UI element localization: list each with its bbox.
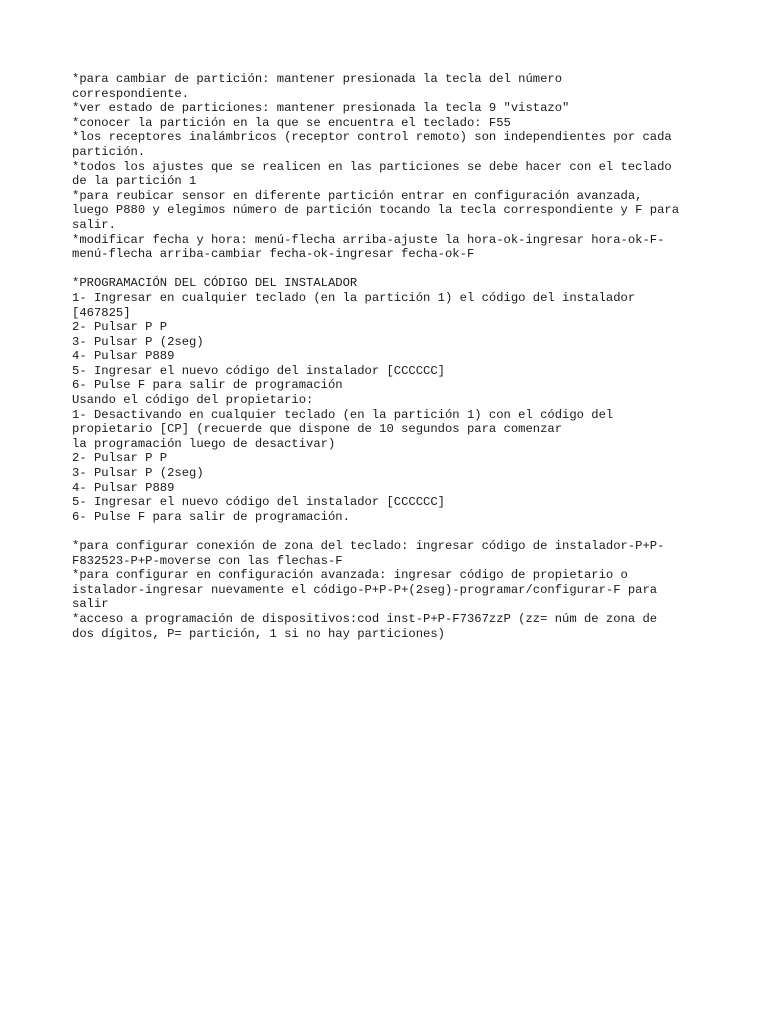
text-line: *todos los ajustes que se realicen en las particiones se debe hacer con el teclado xyxy=(72,159,672,174)
text-line: *para cambiar de partición: mantener presionada la tecla del número xyxy=(72,72,563,86)
text-line: dos dígitos, P= partición, 1 si no hay particiones) xyxy=(72,626,445,641)
text-line: *para configurar conexión de zona del teclado: ingresar código de instalador-P+P- xyxy=(72,539,665,553)
section-heading: *PROGRAMACIÓN DEL CÓDIGO DEL INSTALADOR xyxy=(72,276,358,291)
text-line: 3- Pulsar P (2seg) xyxy=(72,334,204,349)
text-line: *los receptores inalámbricos (receptor control remoto) son independientes por cada xyxy=(72,130,672,145)
blank-line xyxy=(72,524,702,539)
text-line: *acceso a programación de dispositivos:cod inst-P+P-F7367zzP (zz= núm de zona de xyxy=(72,611,658,626)
text-line: [467825] xyxy=(72,305,131,320)
text-line: salir. xyxy=(72,217,116,232)
text-line: 5- Ingresar el nuevo código del instalador [CCCCCC] xyxy=(72,495,445,510)
text-line: 6- Pulse F para salir de programación xyxy=(72,378,343,393)
text-line: 1- Desactivando en cualquier teclado (en la partición 1) con el código del xyxy=(72,407,614,422)
text-line: *modificar fecha y hora: menú-flecha arriba-ajuste la hora-ok-ingresar hora-ok-F- xyxy=(72,232,665,247)
text-line: istalador-ingresar nuevamente el código-P+P-P+(2seg)-programar/configurar-F para xyxy=(72,582,658,597)
text-line: *para configurar en configuración avanzada: ingresar código de propietario o xyxy=(72,568,628,583)
text-line: *para reubicar sensor en diferente partición entrar en configuración avanzada, xyxy=(72,188,643,203)
text-line: salir xyxy=(72,597,109,612)
text-line: la programación luego de desactivar) xyxy=(72,436,336,451)
text-line: luego P880 y elegimos número de partición tocando la tecla correspondiente y F para xyxy=(72,203,680,218)
text-line: 5- Ingresar el nuevo código del instalador [CCCCCC] xyxy=(72,363,445,378)
text-line: F832523-P+P-moverse con las flechas-F xyxy=(72,553,343,568)
text-line: *ver estado de particiones: mantener presionada la tecla 9 "vistazo" xyxy=(72,101,570,116)
text-line: *conocer la partición en la que se encuentra el teclado: F55 xyxy=(72,115,511,130)
text-line: 4- Pulsar P889 xyxy=(72,349,175,364)
text-line: 3- Pulsar P (2seg) xyxy=(72,466,204,481)
text-line: 2- Pulsar P P xyxy=(72,320,168,335)
text-line: propietario [CP] (recuerde que dispone de 10 segundos para comenzar xyxy=(72,422,563,437)
text-line: 2- Pulsar P P xyxy=(72,451,168,466)
text-line: correspondiente. xyxy=(72,86,190,101)
text-line: Usando el código del propietario: xyxy=(72,393,314,408)
text-line: partición. xyxy=(72,144,146,159)
text-line: 6- Pulse F para salir de programación. xyxy=(72,509,350,524)
document-text xyxy=(72,72,702,641)
text-line: 4- Pulsar P889 xyxy=(72,480,175,495)
blank-line xyxy=(72,262,702,277)
text-line: de la partición 1 xyxy=(72,174,197,189)
text-line: 1- Ingresar en cualquier teclado (en la partición 1) el código del instalador xyxy=(72,290,636,305)
text-line: menú-flecha arriba-cambiar fecha-ok-ingresar fecha-ok-F xyxy=(72,247,475,262)
